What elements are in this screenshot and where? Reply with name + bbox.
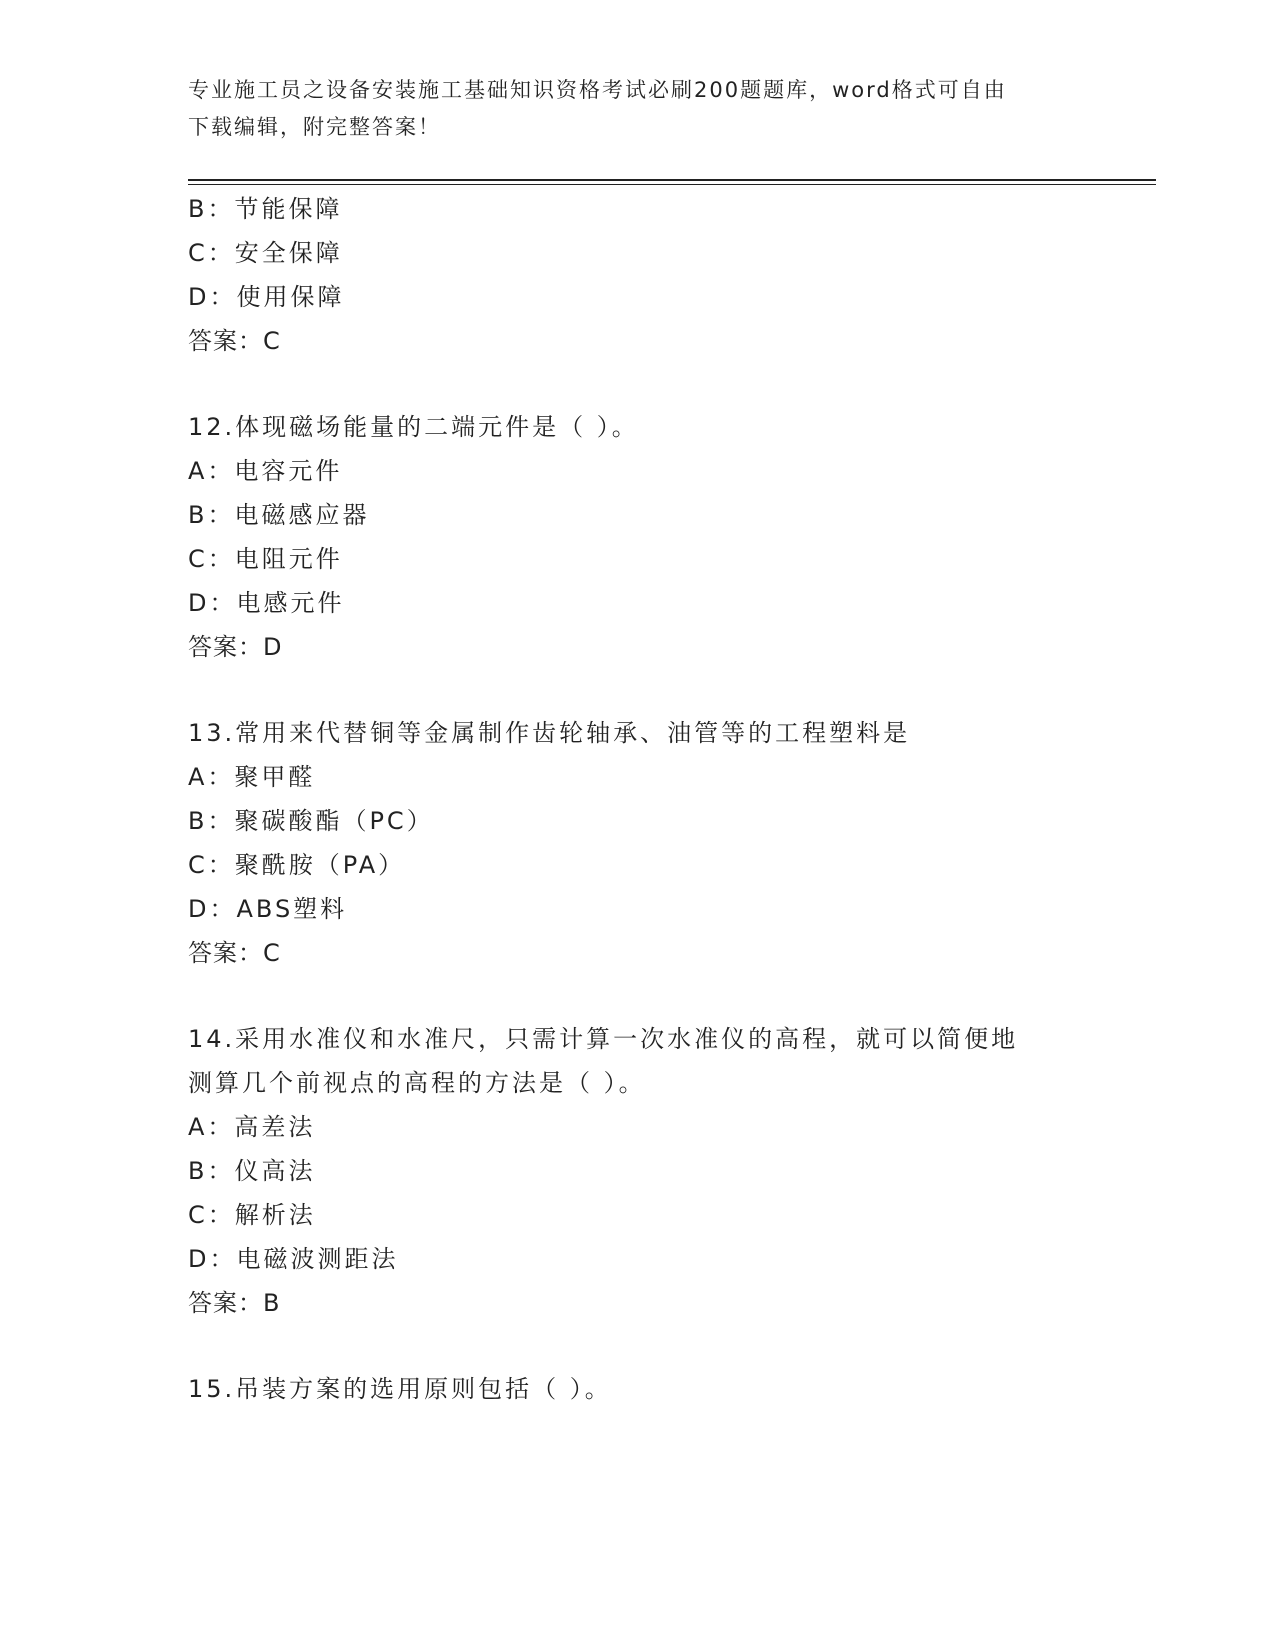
q14-question-line-2: 测算几个前视点的高程的方法是（ ）。: [188, 1069, 646, 1097]
q13-answer: 答案：C: [188, 939, 281, 967]
q14-option-c: C：解析法: [188, 1201, 316, 1229]
q13-option-b: B：聚碳酸酯（PC）: [188, 807, 434, 835]
header-line-2: 下载编辑，附完整答案！: [188, 115, 441, 139]
q13-option-c: C：聚酰胺（PA）: [188, 851, 406, 879]
header-divider-thick: [188, 179, 1156, 181]
q12-option-b: B：电磁感应器: [188, 501, 370, 529]
q12-option-c: C：电阻元件: [188, 545, 343, 573]
q11-option-b: B：节能保障: [188, 195, 343, 223]
q12-answer: 答案：D: [188, 633, 283, 661]
q13-question: 13.常用来代替铜等金属制作齿轮轴承、油管等的工程塑料是: [188, 719, 911, 747]
q14-option-b: B：仪高法: [188, 1157, 316, 1185]
q13-option-a: A：聚甲醛: [188, 763, 316, 791]
q15-question: 15.吊装方案的选用原则包括（ ）。: [188, 1375, 612, 1403]
q12-option-a: A：电容元件: [188, 457, 343, 485]
q12-question: 12.体现磁场能量的二端元件是（ ）。: [188, 413, 639, 441]
header-divider-thin: [188, 184, 1156, 185]
header-line-1: 专业施工员之设备安装施工基础知识资格考试必刷200题题库，word格式可自由: [188, 78, 1007, 102]
q11-option-c: C：安全保障: [188, 239, 343, 267]
q11-answer: 答案：C: [188, 327, 281, 355]
q13-option-d: D：ABS塑料: [188, 895, 348, 923]
q14-answer: 答案：B: [188, 1289, 281, 1317]
q11-option-d: D：使用保障: [188, 283, 345, 311]
q14-option-d: D：电磁波测距法: [188, 1245, 399, 1273]
document-header: [188, 72, 1088, 146]
q12-option-d: D：电感元件: [188, 589, 345, 617]
q14-option-a: A：高差法: [188, 1113, 316, 1141]
q14-question-line-1: 14.采用水准仪和水准尺，只需计算一次水准仪的高程，就可以简便地: [188, 1025, 1019, 1053]
